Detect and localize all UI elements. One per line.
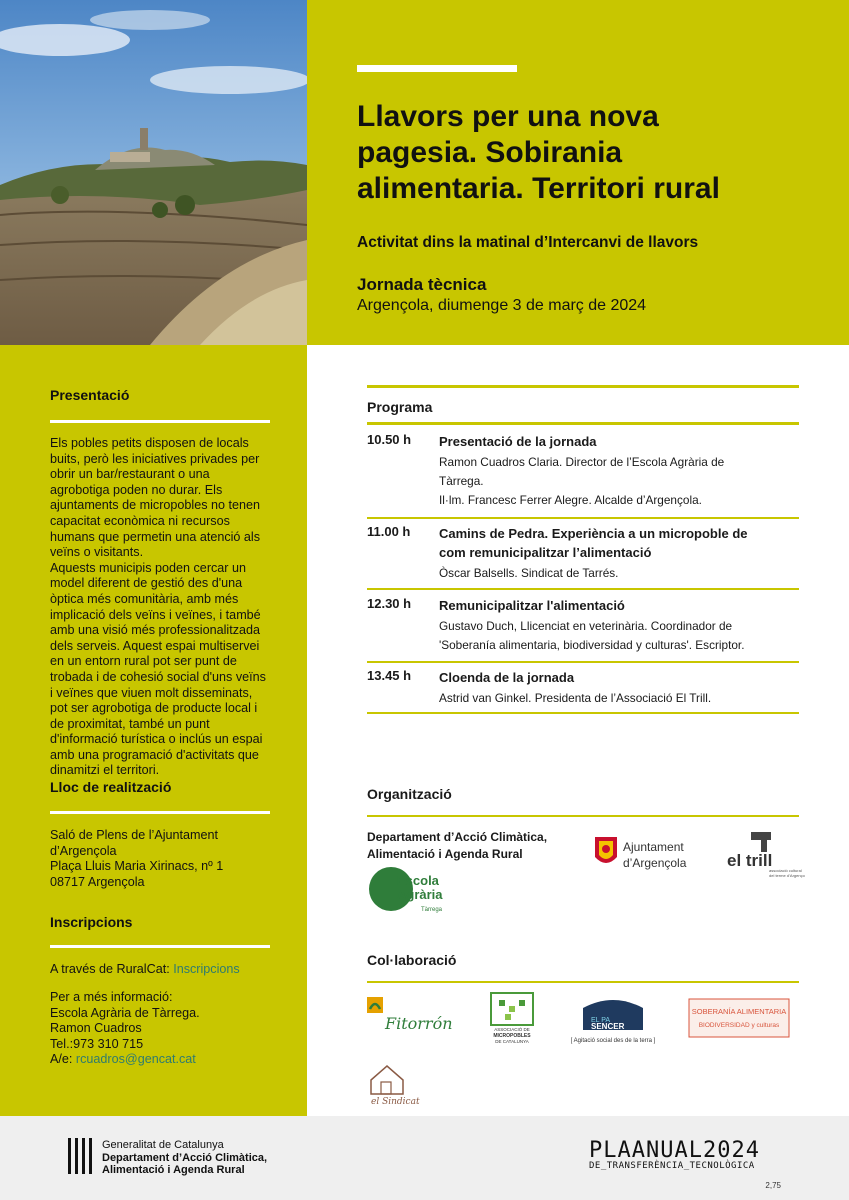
program-slot: 11.00 h Camins de Pedra. Experiència a un micropoble de com remunicipalitzar l’alimentació Òscar Balsells. Sindicat de Tarrés.: [367, 524, 748, 580]
svg-text:Ajuntament: Ajuntament: [623, 840, 684, 854]
svg-text:EL PA: EL PA: [591, 1017, 611, 1024]
svg-text:SENCER: SENCER: [591, 1022, 625, 1031]
inscripcions-via: A través de RuralCat: Inscripcions: [50, 962, 240, 976]
presentacio-text: [50, 436, 278, 779]
fitorron-logo: [365, 995, 461, 1044]
footer: [0, 1116, 849, 1200]
divider: [50, 945, 270, 948]
page-title: Llavors per una nova pagesia. Sobirania alimentaria. Territori rural: [357, 100, 720, 205]
inscripcions-info: Per a més informació: Escola Agrària de Tàrrega. Ramon Cuadros Tel.:973 310 715 A/e: rcuadros@gencat.cat: [50, 990, 200, 1067]
presentacio-line: trobada i de cohesió social d'uns veïns: [50, 669, 266, 684]
divider: [367, 661, 799, 663]
presentacio-line: en un entorn rural pot ser punt de: [50, 654, 237, 669]
org-department: Departament d’Acció Climàtica, Alimentació i Agenda Rural: [367, 830, 548, 861]
presentacio-line: agrobotiga poden no durar. Els: [50, 482, 223, 497]
inscripcions-heading: Inscripcions: [50, 914, 133, 930]
presentacio-line: capacitat econòmica ni recursos: [50, 513, 230, 528]
sindicat-logo: [367, 1060, 423, 1113]
divider: [367, 517, 799, 519]
presentacio-line: Aquests municipis poden cercar un: [50, 560, 247, 575]
svg-text:BIODIVERSIDAD y culturas: BIODIVERSIDAD y culturas: [698, 1022, 780, 1029]
svg-text:associació cultural: associació cultural: [769, 868, 802, 873]
escola-agraria-logo: [367, 865, 457, 922]
presentacio-line: dinamitzi el territori.: [50, 763, 160, 778]
divider: [367, 712, 799, 714]
page-number: 2,75: [765, 1181, 781, 1190]
divider: [367, 981, 799, 983]
programa-heading: Programa: [367, 399, 433, 415]
presentacio-line: de proximitat, també un punt: [50, 716, 210, 731]
presentacio-line: i veïnes que viuen molt disseminats,: [50, 685, 253, 700]
svg-text:el trill: el trill: [727, 851, 773, 870]
presentacio-line: dels serveis. Aquest espai multiservei: [50, 638, 260, 653]
presentacio-line: model diferent de gestió des d'una: [50, 576, 243, 591]
presentacio-line: amb una visió més professionalitzada: [50, 623, 261, 638]
program-slot: 12.30 h Remunicipalitzar l'alimentació Gustavo Duch, Llicenciat en veterinària. Coordinador de 'Soberanía alimentaria, biodiversidad y culturas'. Escriptor.: [367, 596, 745, 652]
divider: [367, 385, 799, 388]
program-slot: 13.45 h Cloenda de la jornada Astrid van Ginkel. Presidenta de l’Associació El Trill.: [367, 668, 712, 705]
soberania-logo: [688, 998, 790, 1043]
svg-text:del terme d’Argençola: del terme d’Argençola: [769, 873, 805, 878]
event-date: Argençola, diumenge 3 de març de 2024: [357, 297, 647, 314]
presentacio-line: Els pobles petits disposen de locals: [50, 436, 249, 450]
svg-text:Fitorrón: Fitorrón: [385, 1014, 453, 1033]
svg-text:[ Agitació social des de la te: [ Agitació social des de la terra ]: [570, 1038, 656, 1044]
event-type: Jornada tècnica: [357, 275, 487, 294]
svg-text:Agrària: Agrària: [397, 887, 443, 902]
header-panel: [307, 0, 849, 345]
inscripcions-link[interactable]: Inscripcions: [173, 962, 240, 976]
left-column: [0, 345, 307, 1116]
lloc-heading: Lloc de realització: [50, 779, 172, 795]
presentacio-line: buits, però les iniciatives privades per: [50, 451, 260, 466]
hero-photo: [0, 0, 307, 345]
svg-text:DE CATALUNYA: DE CATALUNYA: [495, 1039, 529, 1044]
presentacio-line: d'informació turística o inclús un espai: [50, 732, 263, 747]
divider: [367, 815, 799, 817]
presentacio-line: pot ser agrobotiga de producte local i: [50, 701, 258, 716]
divider: [367, 588, 799, 590]
header-accent-bar: [357, 65, 517, 72]
presentacio-line: ajuntaments de micropobles no tenen: [50, 498, 261, 513]
subtitle: Activitat dins la matinal d’Intercanvi de llavors: [357, 234, 699, 251]
svg-text:ASSOCIACIÓ DE: ASSOCIACIÓ DE: [494, 1027, 530, 1032]
el-trill-logo: [725, 830, 805, 885]
right-column: [307, 345, 849, 1116]
svg-text:Tàrrega: Tàrrega: [421, 907, 443, 913]
program-slot: 10.50 h Presentació de la jornada Ramon Cuadros Claria. Director de l’Escola Agrària de Tàrrega. Il·lm. Francesc Ferrer Alegre. Alcalde d’Argençola.: [367, 432, 725, 507]
micropobles-logo: [479, 992, 545, 1051]
collaboracio-heading: Col·laboració: [367, 952, 457, 968]
svg-text:d’Argençola: d’Argençola: [623, 856, 687, 870]
lloc-text: Saló de Plens de l’Ajuntament d’Argençola Plaça Lluis Maria Xirinacs, nº 1 08717 Argençola: [50, 828, 224, 889]
presentacio-heading: Presentació: [50, 387, 130, 403]
presentacio-line: veïns o visitants.: [50, 545, 144, 560]
presentacio-line: implicació dels veïns i veïnes, i també: [50, 607, 261, 622]
email-link[interactable]: rcuadros@gencat.cat: [75, 1052, 196, 1067]
pla-anual-logo: PLAANUAL2024 DE_TRANSFERÈNCIA_TECNOLÒGICA: [589, 1138, 760, 1171]
pa-sencer-logo: [558, 998, 668, 1051]
divider: [50, 420, 270, 423]
presentacio-line: òptica més comunitària, amb més: [50, 591, 239, 606]
organitzacio-heading: Organització: [367, 786, 452, 802]
presentacio-line: obrir un bar/restaurant o una: [50, 467, 210, 482]
svg-text:MICROPOBLES: MICROPOBLES: [493, 1033, 531, 1039]
divider: [50, 811, 270, 814]
generalitat-text: Generalitat de Catalunya Departament d’Acció Climàtica, Alimentació i Agenda Rural: [102, 1139, 268, 1176]
ajuntament-logo: [593, 835, 703, 880]
presentacio-line: amb una programació d'activitats que: [50, 747, 259, 762]
divider: [367, 422, 799, 425]
generalitat-emblem-icon: [67, 1138, 97, 1183]
svg-text:el Sindicat: el Sindicat: [371, 1097, 420, 1107]
svg-text:SOBERANÍA ALIMENTARIA: SOBERANÍA ALIMENTARIA: [691, 1007, 787, 1016]
svg-text:Escola: Escola: [397, 873, 439, 888]
presentacio-line: humans que permetin una atenció als: [50, 529, 261, 544]
